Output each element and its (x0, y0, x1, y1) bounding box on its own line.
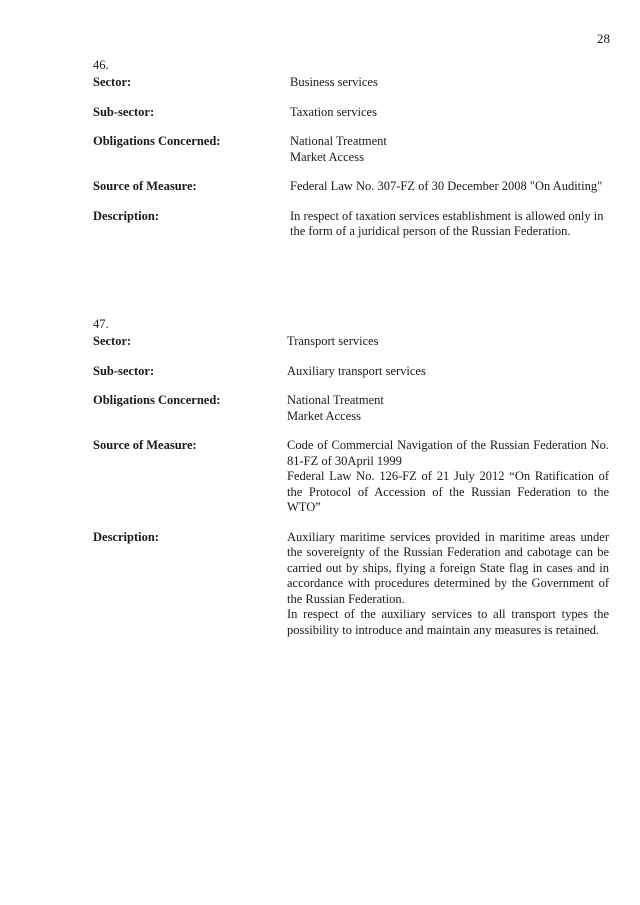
source-row (93, 179, 613, 195)
description-label: Description: (93, 529, 159, 544)
sector-value: Business services (290, 75, 378, 89)
obligation-item: Market Access (290, 149, 364, 164)
sector-row (93, 334, 613, 350)
source-item: Federal Law No. 307-FZ of 30 December 2008 "On Auditing" (290, 179, 603, 193)
description-row (93, 530, 613, 639)
description-value (287, 209, 612, 240)
source-item: Code of Commercial Navigation of the Russian Federation No. 81-FZ of 30April 1999 (287, 438, 609, 468)
source-item: Federal Law No. 126-FZ of 21 July 2012 “On Ratification of the Protocol of Accession of the Russian Federation to the WTO” (287, 469, 609, 514)
obligations-row (93, 134, 613, 165)
entry-number: 46. (93, 58, 109, 72)
sector-label: Sector: (93, 334, 132, 348)
obligations-value (287, 134, 612, 165)
subsector-label: Sub-sector: (93, 363, 155, 378)
description-label: Description: (93, 208, 159, 223)
obligation-item: Market Access (287, 408, 361, 423)
source-value (287, 179, 612, 195)
description-value (287, 530, 609, 639)
description-paragraph: In respect of the auxiliary services to all transport types the possibility to introduce and maintain any measures is retained. (287, 607, 609, 637)
description-paragraph: In respect of taxation services establishment is allowed only in the form of a juridical person of the Russian Federation. (290, 208, 604, 238)
subsector-row (93, 364, 613, 380)
description-paragraph: Auxiliary maritime services provided in maritime areas under the sovereignty of the Russian Federation and cabotage can be carried out by ships, flying a foreign State flag in cases and in accordance with procedures determined by the Government of the Russian Federation. (287, 529, 609, 606)
subsector-row (93, 105, 613, 121)
entry-46 (93, 58, 613, 254)
subsector-value: Auxiliary transport services (287, 363, 426, 378)
description-row (93, 209, 613, 240)
obligations-label: Obligations Concerned: (93, 134, 221, 148)
obligations-row (93, 393, 613, 424)
source-label: Source of Measure: (93, 179, 197, 193)
obligation-item: National Treatment (290, 134, 387, 148)
entry-number: 47. (93, 317, 109, 331)
source-label: Source of Measure: (93, 438, 197, 452)
obligation-item: National Treatment (287, 393, 384, 407)
entry-47 (93, 317, 613, 652)
sector-value: Transport services (287, 334, 379, 348)
source-value (287, 438, 609, 516)
obligations-label: Obligations Concerned: (93, 393, 221, 407)
source-row (93, 438, 613, 516)
page-number: 28 (597, 31, 610, 46)
subsector-value: Taxation services (290, 104, 377, 119)
sector-label: Sector: (93, 75, 132, 89)
obligations-value (287, 393, 609, 424)
subsector-label: Sub-sector: (93, 104, 155, 119)
sector-row (93, 75, 613, 91)
